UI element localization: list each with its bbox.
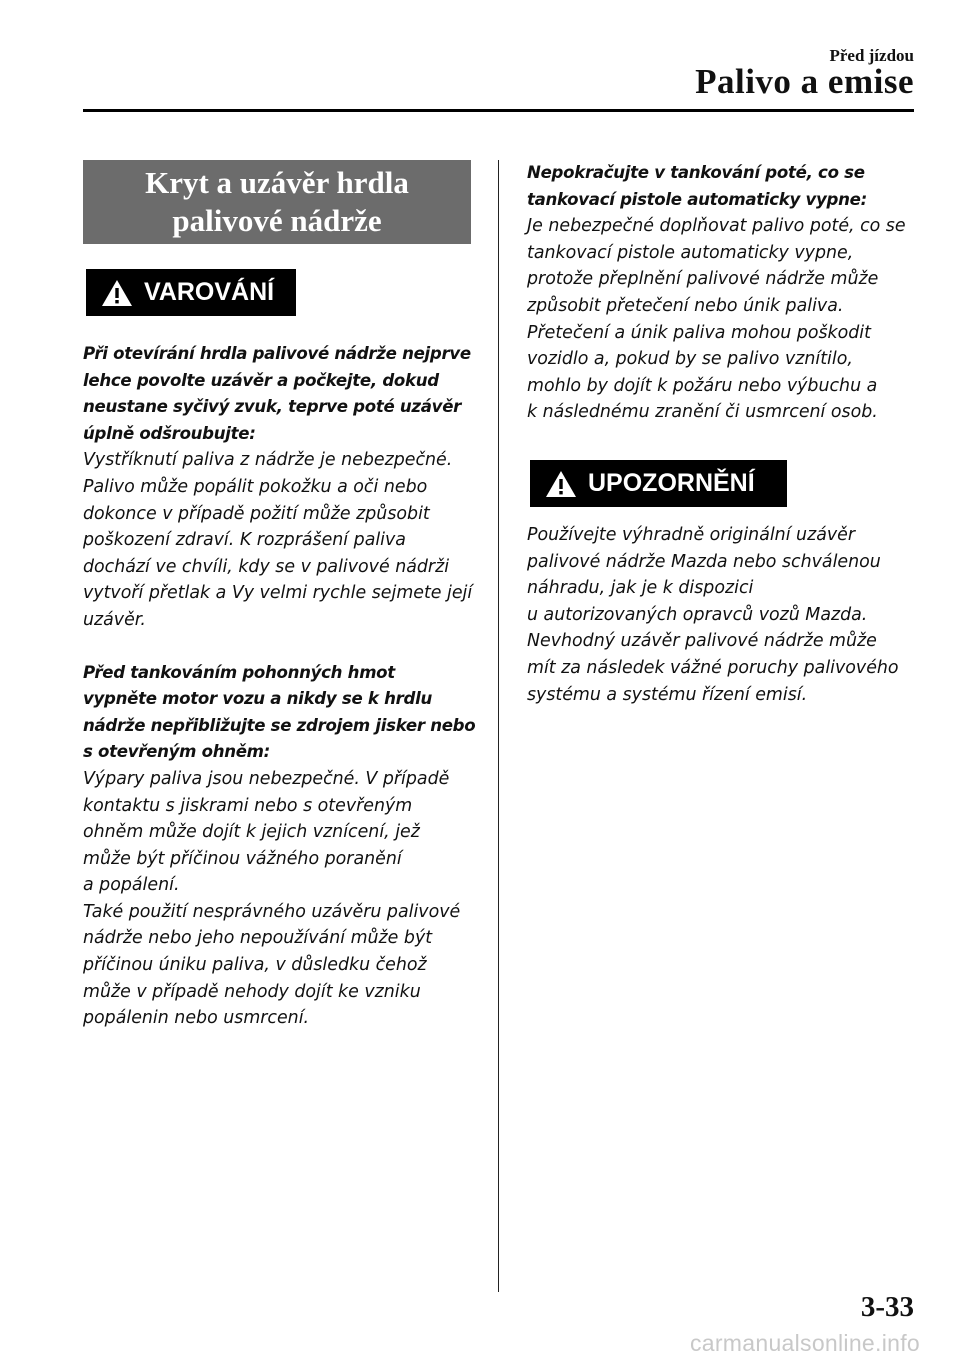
warning-body-line: uzávěr. — [83, 609, 146, 630]
warning-body-line: Také použití nesprávného uzávěru palivové — [83, 901, 461, 922]
warning-heading-line: tankovací pistole automaticky vypne: — [527, 189, 867, 209]
warning-body-line: dochází ve chvíli, kdy se v palivové nádrži — [83, 556, 450, 577]
warning-column-left — [83, 341, 483, 1032]
warning-body-line: dokonce v případě požití může způsobit — [83, 503, 430, 524]
warning-heading-line: Před tankováním pohonných hmot — [83, 662, 395, 682]
warning-body-line: ohněm může dojít k jejich vznícení, jež — [83, 822, 420, 843]
column-divider — [498, 160, 499, 1292]
warning-body-line: vozidlo a, pokud by se palivo vznítilo, — [527, 349, 853, 370]
warning-body-line: mohlo by dojít k požáru nebo výbuchu a — [527, 375, 878, 396]
warning-heading-line: neustane syčivý zvuk, teprve poté uzávěr — [83, 397, 462, 417]
caution-label: UPOZORNĚNÍ — [588, 469, 755, 497]
warning-body-line: Přetečení a únik paliva mohou poškodit — [527, 322, 871, 343]
warning-block-2 — [83, 660, 483, 1032]
warning-body-line: a popálení. — [83, 875, 180, 896]
warning-body-line: může v případě nehody dojít ke vzniku — [83, 981, 421, 1002]
warning-heading-line: vypněte motor vozu a nikdy se k hrdlu — [83, 689, 432, 709]
section-title-banner — [83, 160, 471, 244]
header-divider — [83, 109, 914, 112]
caution-body-line: mít za následek vážné poruchy palivového — [527, 657, 899, 678]
warning-heading-line: s otevřeným ohněm: — [83, 742, 271, 762]
warning-body-line: Palivo může popálit pokožku a oči nebo — [83, 476, 428, 497]
warning-body-line: Výpary paliva jsou nebezpečné. V případě — [83, 768, 450, 789]
warning-heading-line: lehce povolte uzávěr a počkejte, dokud — [83, 370, 439, 390]
section-title-line-1: Kryt a uzávěr hrdla — [145, 165, 409, 200]
warning-heading-line: Nepokračujte v tankování poté, co se — [527, 163, 865, 182]
warning-body-line: příčinou úniku paliva, v důsledku čehož — [83, 955, 427, 976]
caution-body-line: u autorizovaných opravců vozů Mazda. — [527, 604, 868, 625]
caution-body-line: náhradu, jak je k dispozici — [527, 578, 754, 599]
caution-body-line: systému a systému řízení emisí. — [527, 684, 808, 705]
page-title: Palivo a emise — [695, 62, 914, 101]
warning-body-line: Vystříknutí paliva z nádrže je nebezpečné. — [83, 450, 453, 471]
watermark: carmanualsonline.info — [689, 1330, 920, 1356]
warning-block-3 — [527, 160, 927, 426]
warning-body-line: protože přeplnění palivové nádrže může — [527, 269, 879, 290]
warning-body-line: způsobit přetečení nebo únik paliva. — [527, 295, 844, 316]
warning-heading-line: úplně odšroubujte: — [83, 423, 256, 443]
warning-badge — [86, 269, 296, 316]
warning-body-line: popálenin nebo usmrcení. — [83, 1008, 310, 1029]
warning-body-line: k následnému zranění či usmrcení osob. — [527, 402, 878, 423]
caution-body-line: palivové nádrže Mazda nebo schválenou — [527, 551, 881, 572]
warning-label: VAROVÁNÍ — [144, 278, 275, 306]
warning-body-line: vytvoří přetlak a Vy velmi rychle sejmete její — [83, 583, 473, 604]
warning-body-line: kontaktu s jiskrami nebo s otevřeným — [83, 795, 413, 816]
warning-heading-line: nádrže nepřibližujte se zdrojem jisker nebo — [83, 715, 476, 735]
section-title-line-2: palivové nádrže — [172, 203, 382, 238]
warning-triangle-icon — [544, 469, 578, 499]
caution-text — [527, 522, 927, 708]
warning-heading-line: Při otevírání hrdla palivové nádrže nejprve — [83, 344, 471, 363]
caution-body-line: Používejte výhradně originální uzávěr — [527, 525, 856, 545]
warning-body-line: může být příčinou vážného poranění — [83, 848, 402, 869]
caution-body-line: Nevhodný uzávěr palivové nádrže může — [527, 631, 877, 652]
warning-body-line: tankovací pistole automaticky vypne, — [527, 242, 854, 263]
warning-triangle-icon — [100, 278, 134, 308]
warning-column-right — [527, 160, 927, 426]
warning-body-line: nádrže nebo jeho nepoužívání může být — [83, 928, 433, 949]
caution-badge — [530, 460, 787, 507]
warning-body-line: Je nebezpečné doplňovat palivo poté, co se — [527, 216, 906, 237]
warning-block-1 — [83, 341, 483, 634]
chapter-label: Před jízdou — [829, 46, 914, 65]
page-number: 3-33 — [860, 1291, 914, 1323]
warning-body-line: poškození zdraví. K rozprášení paliva — [83, 530, 406, 551]
